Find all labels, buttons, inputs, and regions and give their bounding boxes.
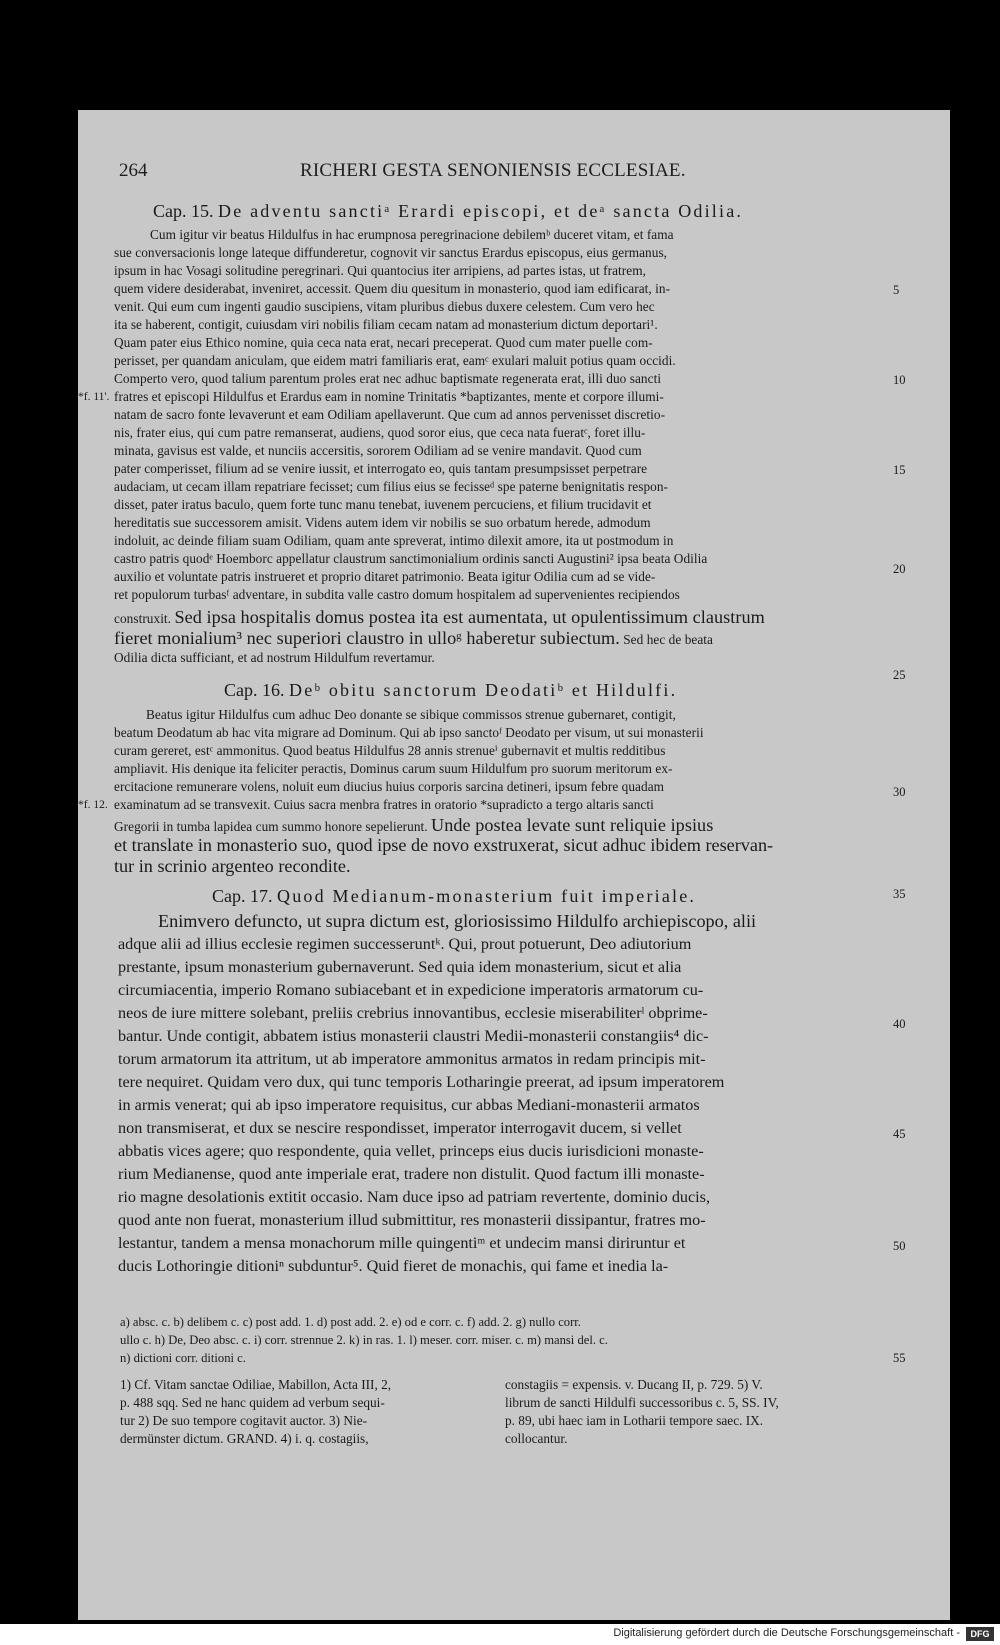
variant-note-line: ullo c. h) De, Deo absc. c. i) corr. strennue 2. k) in ras. 1. l) meser. corr. miser. c. m) mansi del. c. xyxy=(120,1333,608,1347)
text-line: tere nequiret. Quidam vero dux, qui tunc temporis Lotharingie preerat, ad ipsum imperatorem xyxy=(118,1073,725,1091)
chapter-17-label: Cap. 17. xyxy=(212,886,273,906)
text-line: prestante, ipsum monasterium gubernaverunt. Sed quia idem monasterium, sicut et alia xyxy=(118,958,682,976)
line-number: 30 xyxy=(893,785,906,799)
text-fragment: Gregorii in tumba lapidea cum summo honore sepelierunt. xyxy=(114,819,428,834)
text-line: circumiacentia, imperio Romano subiacebant et in expedicione imperatoris armatorum cu- xyxy=(118,981,704,999)
text-line: Comperto vero, quod talium parentum proles erat nec adhuc baptismate regenerata erat, illi duo sancti xyxy=(114,371,662,386)
footnote-line: librum de sancti Hildulfi successoribus c. 5, SS. IV, xyxy=(505,1395,779,1410)
text-fragment: Sed hec de beata xyxy=(623,632,713,647)
chapter-17-heading xyxy=(212,886,696,907)
text-line: Enimvero defuncto, ut supra dictum est, gloriosissimo Hildulfo archiepiscopo, alii xyxy=(158,911,757,931)
text-line: quod ante non fuerat, monasterium illud submittitur, res monasterii dissipantur, fratres mo- xyxy=(118,1211,706,1229)
text-line: non transmiserat, et dux se nescire respondisset, imperator interrogavit ducem, si vellet xyxy=(118,1119,682,1137)
text-line: Odilia dicta sufficiant, et ad nostrum Hildulfum revertamur. xyxy=(114,650,435,665)
text-line: indoluit, ac deinde filiam suam Odiliam, quam ante spreverat, intimo dilexit amore, ita ut postmodum in xyxy=(114,533,674,548)
text-line: examinatum ad se transvexit. Cuius sacra menbra fratres in oratorio *supradicto a tergo altaris sancti xyxy=(114,797,654,812)
page-number: 264 xyxy=(119,160,148,181)
inline-large-text: Unde postea levate sunt reliquie ipsius xyxy=(431,815,714,835)
running-title: RICHERI GESTA SENONIENSIS ECCLESIAE. xyxy=(300,160,686,181)
chapter-17-title: Quod Medianum-monasterium fuit imperiale. xyxy=(277,886,697,906)
footnote-line: dermünster dictum. GRAND. 4) i. q. costagiis, xyxy=(120,1431,369,1446)
text-line: hereditatis sue successorem amisit. Videns autem idem vir nobilis se suo orbatum herede, admodum xyxy=(114,515,651,530)
text-line: neos de iure mittere solebant, preliis crebrius innovantibus, ecclesie miserabiliterˡ obprime- xyxy=(118,1004,708,1022)
text-line: ipsum in hac Vosagi solitudine peregrinari. Qui quantocius iter arripiens, ad partes istas, ut fratrem, xyxy=(114,263,646,278)
text-line: ret populorum turbasᶠ adventare, in subdita valle castro domum hospitalem ad supervenientes recipiendos xyxy=(114,587,680,602)
chapter-15-label: Cap. 15. xyxy=(153,201,214,221)
line-number: 55 xyxy=(893,1351,906,1365)
footnote-line: tur 2) De suo tempore cogitavit auctor. 3) Nie- xyxy=(120,1413,368,1428)
text-line: bantur. Unde contigit, abbatem istius monasterii claustri Medii-monasterii constangiis⁴ dic- xyxy=(118,1027,709,1045)
text-line: Beatus igitur Hildulfus cum adhuc Deo donante se sibique commissos strenue gubernaret, contigit, xyxy=(146,707,676,722)
text-line: fratres et episcopi Hildulfus et Erardus eam in nomine Trinitatis *baptizantes, mente et corpore illumi- xyxy=(114,389,664,404)
text-line: natam de sacro fonte levaverunt et eam Odiliam apellaverunt. Que cum ad annos pervenisset discretio- xyxy=(114,407,666,422)
funding-credit: Digitalisierung gefördert durch die Deutsche Forschungsgemeinschaft - xyxy=(613,1627,960,1639)
text-line xyxy=(114,628,713,649)
inline-large-text: Sed ipsa hospitalis domus postea ita est aumentata, ut opulentissimum claustrum xyxy=(174,607,765,627)
footnote-line: 1) Cf. Vitam sanctae Odiliae, Mabillon, Acta III, 2, xyxy=(120,1377,392,1392)
text-line: Quam pater eius Ethico nomine, quia ceca nata erat, necari preceperat. Quod cum mater puelle com- xyxy=(114,335,653,350)
text-line: ercitacione remunerare volens, noluit eum diucius huius corporis sarcina detineri, ipsum febre quadam xyxy=(114,779,665,794)
scanned-page xyxy=(78,110,950,1620)
text-line: venit. Qui eum cum ingenti gaudio suscipiens, vitam pluribus diebus duxere celestem. Cum vero hec xyxy=(114,299,655,314)
chapter-15-heading xyxy=(153,201,743,222)
text-line: castro patris quodᵉ Hoemborc appellatur claustrum sanctimonialium ordinis sancti Augustini² ipsa beata Odilia xyxy=(114,551,708,566)
text-line: minata, gavisus est valde, et nunciis accersitis, sororem Odiliam ad se venire mandavit. Quod cum xyxy=(114,443,642,458)
text-line: lestantur, tandem a mensa monachorum mille quingentiᵐ et undecim mansi diriruntur et xyxy=(118,1234,686,1252)
line-number: 35 xyxy=(893,887,906,901)
text-line: beatum Deodatum ab hac vita migrare ad Dominum. Qui ab ipso sanctoᶠ Deodato per visum, ut sui monasterii xyxy=(114,725,704,740)
text-line: disset, pater iratus baculo, quem forte tunc manu tenebat, iuvenem percuciens, et filium trucidavit et xyxy=(114,497,652,512)
variant-note-line: n) dictioni corr. ditioni c. xyxy=(120,1351,246,1365)
text-line: ita se haberent, contigit, cuiusdam viri nobilis filiam cecam natam ad monasterium dictum deportari¹. xyxy=(114,317,658,332)
text-line: perisset, per quandam aniculam, que eidem matri familiaris erat, eamᶜ exulari maluit potius quam occidi. xyxy=(114,353,676,368)
text-line: ampliavit. His denique ita feliciter peractis, Dominus carum suum Hildulfum pro suorum meritorum ex- xyxy=(114,761,673,776)
text-line: auxilio et voluntate patris instrueret et proprio ditaret patrimonio. Beata igitur Odilia cum ad se vide- xyxy=(114,569,656,584)
footnote-line: p. 488 sqq. Sed ne hanc quidem ad verbum sequi- xyxy=(120,1395,385,1410)
line-number: 5 xyxy=(893,283,900,297)
text-line: audaciam, ut cecam illam repatriare fecisset; cum filius eius se fecisseᵈ spe paterne benignitatis respon- xyxy=(114,479,669,494)
inline-large-text: fieret monialium³ nec superiori claustro in ulloᵍ haberetur subiectum. xyxy=(114,628,620,648)
text-line: tur in scrinio argenteo recondite. xyxy=(114,856,351,876)
chapter-16-heading xyxy=(224,680,677,701)
line-number: 50 xyxy=(893,1239,906,1253)
folio-margin-note: *f. 12. xyxy=(78,799,108,811)
text-line: pater comperisset, filium ad se venire iussit, et interrogato eo, quis tantam presumpsisset perpetrare xyxy=(114,461,648,476)
line-number: 20 xyxy=(893,562,906,576)
line-number: 10 xyxy=(893,373,906,387)
folio-margin-note: *f. 11'. xyxy=(78,391,110,403)
footer-bar xyxy=(0,1624,1000,1645)
line-number: 40 xyxy=(893,1017,906,1031)
text-line: Cum igitur vir beatus Hildulfus in hac erumpnosa peregrinacione debilemᵇ duceret vitam, et fama xyxy=(150,227,674,242)
text-line: nis, frater eius, qui cum patre remanserat, audiens, quod soror eius, que ceca nata fueratᶜ, foret illu- xyxy=(114,425,646,440)
chapter-16-label: Cap. 16. xyxy=(224,680,285,700)
chapter-16-title: Deᵇ obitu sanctorum Deodatiᵇ et Hildulfi. xyxy=(289,680,678,700)
text-line: curam gereret, estᶜ ammonitus. Quod beatus Hildulfus 28 annis strenueⁱ gubernavit et multis redditibus xyxy=(114,743,666,758)
text-line: in armis venerat; qui ab ipso imperatore requisitus, cur abbas Mediani-monasterii armatos xyxy=(118,1096,700,1114)
chapter-15-title: De adventu sanctiᵃ Erardi episcopi, et deᵃ sancta Odilia. xyxy=(218,201,744,221)
footnote-line: p. 89, ubi haec iam in Lotharii tempore saec. IX. xyxy=(505,1413,764,1428)
text-line xyxy=(114,607,765,628)
footnote-line: collocantur. xyxy=(505,1431,568,1446)
line-number: 45 xyxy=(893,1127,906,1141)
text-line: rio magne desolationis extitit occasio. Nam duce ipso ad patriam revertente, dominio ducis, xyxy=(118,1188,711,1206)
line-number: 15 xyxy=(893,463,906,477)
footnote-line: constagiis = expensis. v. Ducang II, p. 729. 5) V. xyxy=(505,1377,763,1392)
dfg-logo-icon: DFG xyxy=(966,1627,994,1641)
text-line: torum armatorum ita attritum, ut ab imperatore ammonitus armatos in redam principis mit- xyxy=(118,1050,706,1068)
text-line: ducis Lothoringie ditioniⁿ subduntur⁵. Quid fieret de monachis, qui fame et inedia la- xyxy=(118,1257,669,1275)
text-line: sue conversacionis longe lateque diffunderetur, cognovit vir sanctus Erardus episcopus, eius germanus, xyxy=(114,245,668,260)
variant-note-line: a) absc. c. b) delibem c. c) post add. 1. d) post add. 2. e) od e corr. c. f) add. 2. g) nullo corr. xyxy=(120,1315,581,1329)
text-fragment: construxit. xyxy=(114,611,172,626)
text-line: quem videre desiderabat, inveniret, accessit. Quem diu quesitum in monasterio, quod iam edificarat, in- xyxy=(114,281,671,296)
text-line xyxy=(114,815,713,836)
text-line: et translate in monasterio suo, quod ipse de novo exstruxerat, sicut adhuc ibidem reservan- xyxy=(114,835,774,855)
text-line: adque alii ad illius ecclesie regimen successeruntᵏ. Qui, prout potuerunt, Deo adiutorium xyxy=(118,935,692,953)
text-line: rium Medianense, quod ante imperiale erat, tradere non distulit. Quod factum illi monaste- xyxy=(118,1165,705,1183)
text-line: abbatis vices agere; quo respondente, quia vellet, princeps eius ducis iurisdicioni monaste- xyxy=(118,1142,704,1160)
line-number: 25 xyxy=(893,668,906,682)
